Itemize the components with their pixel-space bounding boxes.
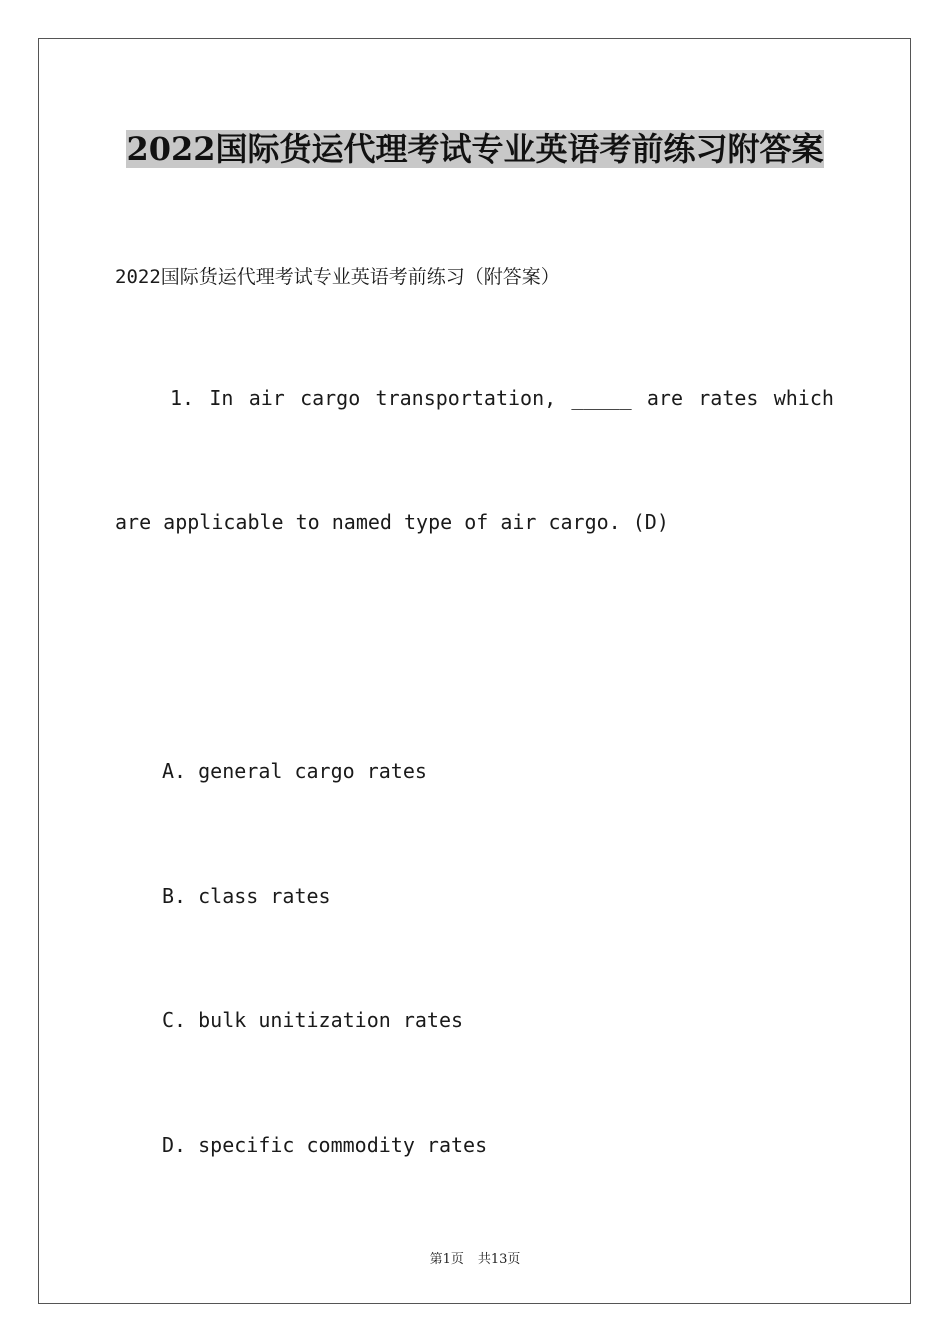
document-title: [110, 124, 840, 174]
question-line-1: [170, 386, 834, 410]
question-word: In: [209, 386, 234, 410]
option-c: C. bulk unitization rates: [162, 1008, 464, 1032]
page-number: 第1页: [429, 1252, 464, 1267]
question-word: air: [248, 386, 285, 410]
option-a: A. general cargo rates: [162, 759, 427, 783]
option-d: D. specific commodity rates: [162, 1133, 488, 1157]
document-subtitle: 2022国际货运代理考试专业英语考前练习（附答案）: [115, 266, 560, 288]
option-b: B. class rates: [162, 884, 331, 908]
page-frame: [38, 38, 911, 1304]
document-title-text: 2022国际货运代理考试专业英语考前练习附答案: [126, 130, 824, 168]
page-footer: [0, 1248, 950, 1267]
question-line-2: are applicable to named type of air cargo. (D): [115, 510, 669, 534]
question-number: 1.: [170, 386, 195, 410]
question-blank: _____: [571, 386, 632, 410]
question-word: which: [773, 386, 834, 410]
page-total: 共13页: [477, 1252, 521, 1267]
question-word: rates: [698, 386, 759, 410]
question-word: are: [646, 386, 683, 410]
question-word: transportation,: [375, 386, 557, 410]
question-word: cargo: [300, 386, 361, 410]
